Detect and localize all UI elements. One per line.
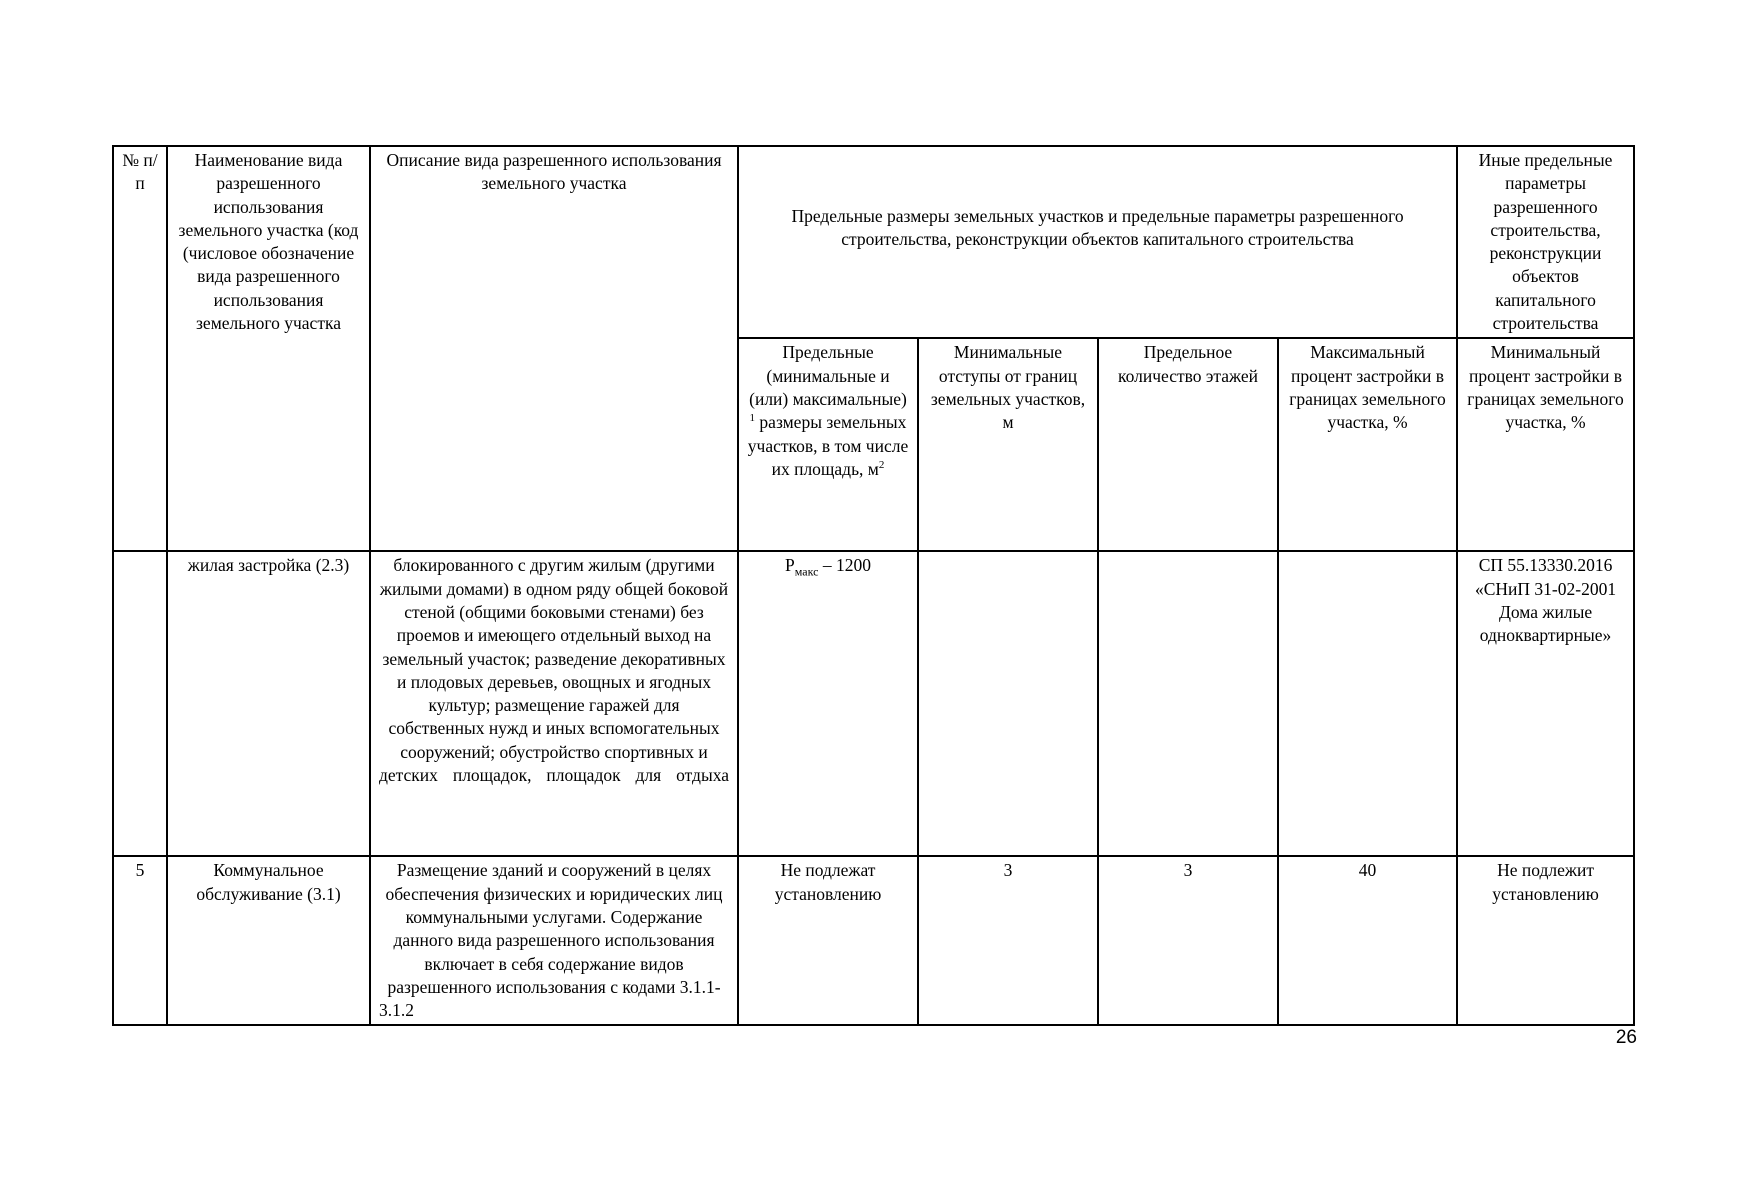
row-num: 5 xyxy=(113,856,167,1025)
row-max-percent: 40 xyxy=(1278,856,1457,1025)
table-row xyxy=(113,856,1634,1025)
table-row xyxy=(113,551,1634,856)
row-floors: 3 xyxy=(1098,856,1278,1025)
header-floors: Предельное количество этажей xyxy=(1098,338,1278,551)
header-name: Наименование вида разрешенного использования земельного участка (код (числовое обозначение вида разрешенного использования земельного участка xyxy=(167,146,370,551)
header-num: № п/п xyxy=(113,146,167,551)
row-other: СП 55.13330.2016 «СНиП 31-02-2001 Дома жилые одноквартирные» xyxy=(1457,551,1634,856)
row-description: Размещение зданий и сооружений в целях обеспечения физических и юридических лиц коммунальными услугами. Содержание данного вида разрешенного использования включает в себя содержание видов разрешенного использования с кодами 3.1.1-3.1.2 xyxy=(370,856,738,1025)
row-plot-size: $P_{макс} - 1200$ xyxy=(738,551,918,856)
header-max-percent: Максимальный процент застройки в границах земельного участка, % xyxy=(1278,338,1457,551)
row-indent: 3 xyxy=(918,856,1098,1025)
row-name: жилая застройка (2.3) xyxy=(167,551,370,856)
row-num xyxy=(113,551,167,856)
header-limits-group: Предельные размеры земельных участков и предельные параметры разрешенного строительства, реконструкции объектов капитального строительства xyxy=(738,146,1457,338)
page-number: 26 xyxy=(1615,1027,1637,1048)
header-plot-size: Предельные (минимальные и (или) максимальные) $^1$ размеры земельных участков, в том числе их площадь, $м^2$ xyxy=(738,338,918,551)
header-min-percent: Минимальный процент застройки в границах земельного участка, % xyxy=(1457,338,1634,551)
row-other: Не подлежит установлению xyxy=(1457,856,1634,1025)
row-description: блокированного с другим жилым (другими жилыми домами) в одном ряду общей боковой стеной (общими боковыми стенами) без проемов и имеющего отдельный выход на земельный участок; разведение декоративных и плодовых деревьев, овощных и ягодных культур; размещение гаражей для собственных нужд и иных вспомогательных сооружений; обустройство спортивных и детских площадок, площадок для отдыха xyxy=(370,551,738,856)
row-indent xyxy=(918,551,1098,856)
zoning-parameters-table xyxy=(112,145,1635,1026)
header-description: Описание вида разрешенного использования земельного участка xyxy=(370,146,738,551)
header-row-1 xyxy=(113,146,1634,338)
header-min-indent: Минимальные отступы от границ земельных участков, м xyxy=(918,338,1098,551)
row-floors xyxy=(1098,551,1278,856)
row-plot-size: Не подлежат установлению xyxy=(738,856,918,1025)
header-other-params: Иные предельные параметры разрешенного строительства, реконструкции объектов капитального строительства xyxy=(1457,146,1634,338)
row-name: Коммунальное обслуживание (3.1) xyxy=(167,856,370,1025)
row-max-percent xyxy=(1278,551,1457,856)
